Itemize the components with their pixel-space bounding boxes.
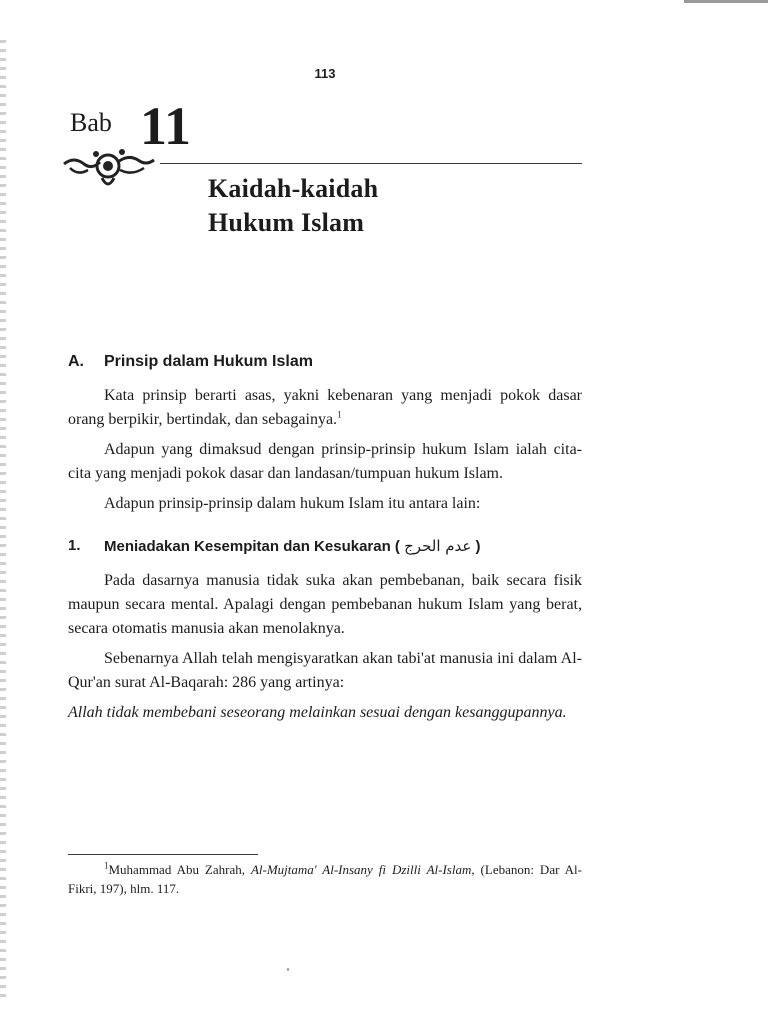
paragraph: Sebenarnya Allah telah mengisyaratkan akan tabi'at manusia ini dalam Al-Qur'an surat Al-Baqarah: 286 yang artinya: <box>68 650 582 691</box>
subsection-title-text: Meniadakan Kesempitan dan Kesukaran ( <box>104 538 400 555</box>
subsection-label: 1. <box>68 537 81 554</box>
footnote-marker: 1 <box>337 409 342 420</box>
section-heading <box>68 350 582 374</box>
quran-translation-quote: Allah tidak membebani seseorang melainkan sesuai dengan kesanggupannya. <box>68 704 567 721</box>
subsection-title-close: ) <box>475 538 481 555</box>
chapter-title-line-2: Hukum Islam <box>208 208 365 237</box>
footnote-number: 1 <box>104 860 109 871</box>
footnote-publication: (Lebanon: Dar Al-Fikri, 197), hlm. 117. <box>68 862 582 896</box>
arabic-term: عدم الحرج <box>404 537 472 555</box>
chapter-rule <box>160 163 582 164</box>
subsection-title <box>104 534 481 559</box>
page-number: 113 <box>314 66 336 81</box>
subsection-heading <box>68 534 582 559</box>
section-title: Prinsip dalam Hukum Islam <box>104 353 313 370</box>
footnote-rule <box>68 854 258 855</box>
section-label: A. <box>68 353 84 370</box>
scan-corner-line <box>684 0 768 3</box>
chapter-number: 11 <box>140 96 192 156</box>
footnote <box>68 860 582 898</box>
footnote-book-title: Al-Mujtama' Al-Insany fi Dzilli Al-Islam, <box>250 862 475 877</box>
scan-edge-artifact <box>0 40 6 1000</box>
footnote-author: Muhammad Abu Zahrah, <box>108 862 251 877</box>
chapter-label: Bab <box>70 108 112 137</box>
paragraph <box>68 384 582 432</box>
paragraph: Adapun yang dimaksud dengan prinsip-prinsip hukum Islam ialah cita-cita yang menjadi pokok dasar dan landasan/tumpuan hukum Islam. <box>68 441 582 482</box>
paragraph: Adapun prinsip-prinsip dalam hukum Islam itu antara lain: <box>104 495 481 512</box>
chapter-title <box>208 172 378 240</box>
chapter-title-line-1: Kaidah-kaidah <box>208 174 379 203</box>
main-content <box>68 350 582 725</box>
scan-speck <box>287 968 289 971</box>
footnote-indent <box>68 862 104 877</box>
floral-ornament-icon <box>62 146 170 190</box>
paragraph: Pada dasarnya manusia tidak suka akan pembebanan, baik secara fisik maupun secara mental. Apalagi dengan pembebanan hukum Islam yang berat, secara otomatis manusia akan menolaknya. <box>68 572 582 637</box>
paragraph-text: Kata prinsip berarti asas, yakni kebenaran yang menjadi pokok dasar orang berpikir, bertindak, dan sebagainya. <box>68 387 582 428</box>
